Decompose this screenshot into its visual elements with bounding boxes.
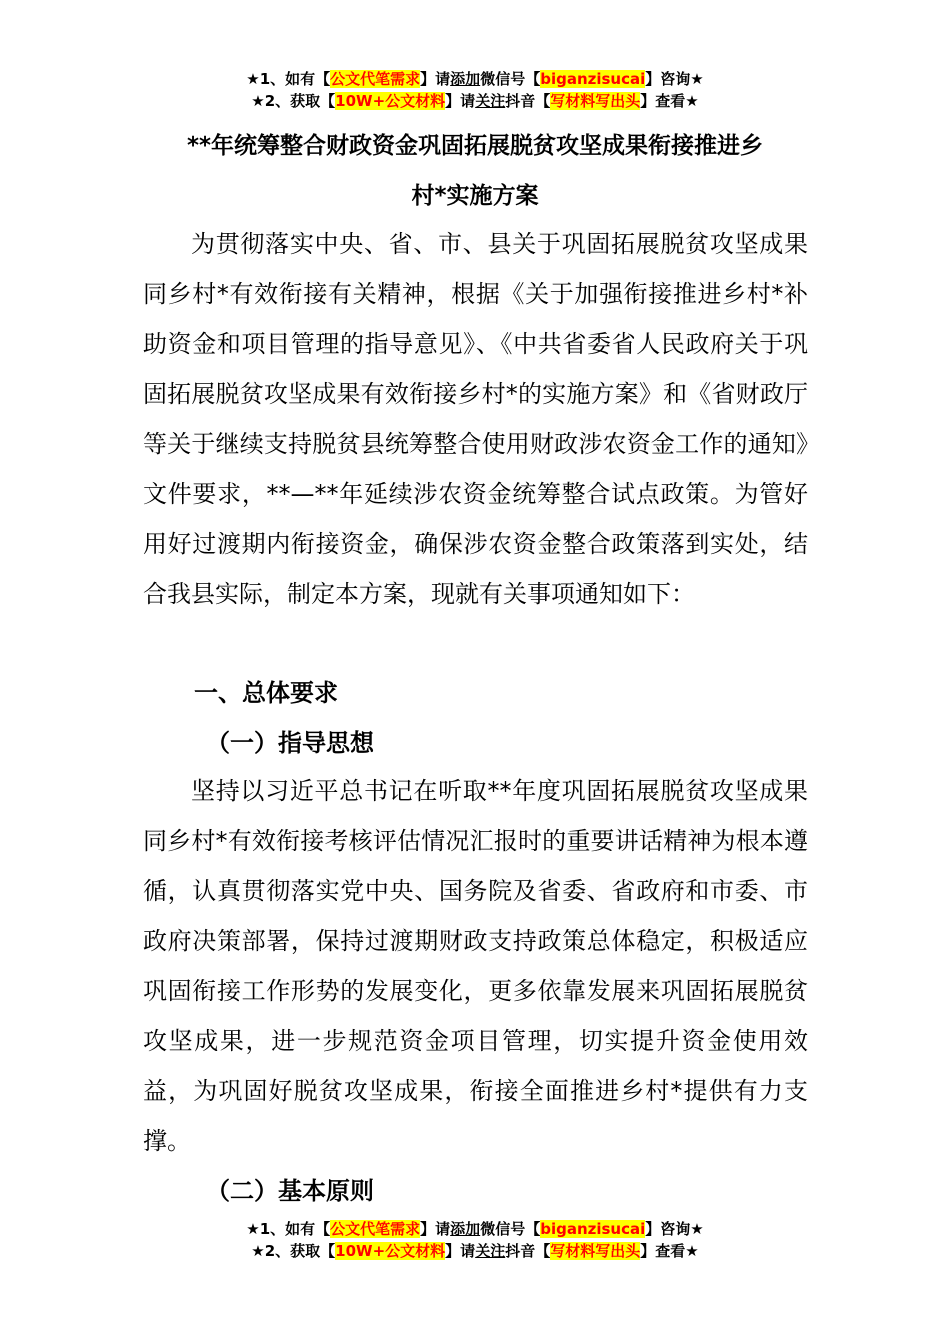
subsection-heading: （一）指导思想 [206, 729, 374, 757]
notice-text: 抖音【 [505, 92, 551, 110]
notice-line-1 [0, 1218, 950, 1240]
notice-text: 】请 [445, 92, 476, 110]
star-icon: ★ [685, 1242, 699, 1260]
notice-text: 】咨询 [645, 70, 691, 88]
notice-text: 】咨询 [645, 1220, 691, 1238]
intro-paragraph [143, 219, 808, 619]
star-icon: ★ [246, 1220, 260, 1238]
document-title-line-2: 村*实施方案 [411, 183, 539, 209]
notice-line-2 [0, 90, 950, 112]
notice-text: 】请 [445, 1242, 476, 1260]
notice-text: 关注 [475, 1242, 506, 1260]
notice-text: 】请 [420, 70, 451, 88]
guiding-text: 坚持以习近平总书记在听取**年度巩固拓展脱贫攻坚成果同乡村*有效衔接考核评估情况汇报时的重要讲话精神为根本遵循，认真贯彻落实党中央、国务院及省委、省政府和市委、市政府决策部署，保持过渡期财政支持政策总体稳定，积极适应巩固衔接工作形势的发展变化，更多依靠发展来巩固拓展脱贫攻坚成果，进一步规范资金项目管理，切实提升资金使用效益，为巩固好脱贫攻坚成果，衔接全面推进乡村*提供有力支撑。 [143, 777, 808, 1155]
notice-text: 抖音【 [505, 1242, 551, 1260]
notice-text: 2、获取【 [264, 92, 336, 110]
star-icon: ★ [685, 92, 699, 110]
notice-text: 】查看 [640, 1242, 686, 1260]
highlight-service: 公文代笔需求 [330, 70, 421, 88]
subsection-heading: （二）基本原则 [206, 1177, 374, 1205]
star-icon: ★ [690, 1220, 704, 1238]
highlight-wechat-id: biganzisucai [540, 1220, 646, 1238]
highlight-service: 公文代笔需求 [330, 1220, 421, 1238]
star-icon: ★ [246, 70, 260, 88]
footer-notice [0, 1218, 950, 1262]
header-notice [0, 68, 950, 112]
notice-text: 微信号【 [480, 70, 541, 88]
guiding-paragraph [143, 766, 808, 1166]
notice-text: 添加 [450, 1220, 481, 1238]
star-icon: ★ [251, 92, 265, 110]
highlight-douyin: 写材料写出头 [550, 92, 641, 110]
highlight-materials: 10W+公文材料 [335, 92, 446, 110]
notice-text: 】请 [420, 1220, 451, 1238]
notice-text: 2、获取【 [264, 1242, 336, 1260]
notice-text: 1、如有【 [259, 1220, 331, 1238]
star-icon: ★ [251, 1242, 265, 1260]
intro-text: 为贯彻落实中央、省、市、县关于巩固拓展脱贫攻坚成果同乡村*有效衔接有关精神，根据《关于加强衔接推进乡村*补助资金和项目管理的指导意见》、《中共省委省人民政府关于巩固拓展脱贫攻坚成果有效衔接乡村*的实施方案》和《省财政厅等关于继续支持脱贫县统筹整合使用财政涉农资金工作的通知》文件要求，**—**年延续涉农资金统筹整合试点政策。为管好用好过渡期内衔接资金，确保涉农资金整合政策落到实处，结合我县实际，制定本方案，现就有关事项通知如下： [143, 230, 808, 608]
notice-line-2 [0, 1240, 950, 1262]
section-heading: 一、总体要求 [194, 679, 338, 707]
notice-text: 】查看 [640, 92, 686, 110]
star-icon: ★ [690, 70, 704, 88]
notice-text: 微信号【 [480, 1220, 541, 1238]
document-title-line-1: **年统筹整合财政资金巩固拓展脱贫攻坚成果衔接推进乡 [186, 133, 764, 159]
notice-line-1 [0, 68, 950, 90]
highlight-douyin: 写材料写出头 [550, 1242, 641, 1260]
notice-text: 添加 [450, 70, 481, 88]
notice-text: 1、如有【 [259, 70, 331, 88]
highlight-wechat-id: biganzisucai [540, 70, 646, 88]
notice-text: 关注 [475, 92, 506, 110]
highlight-materials: 10W+公文材料 [335, 1242, 446, 1260]
